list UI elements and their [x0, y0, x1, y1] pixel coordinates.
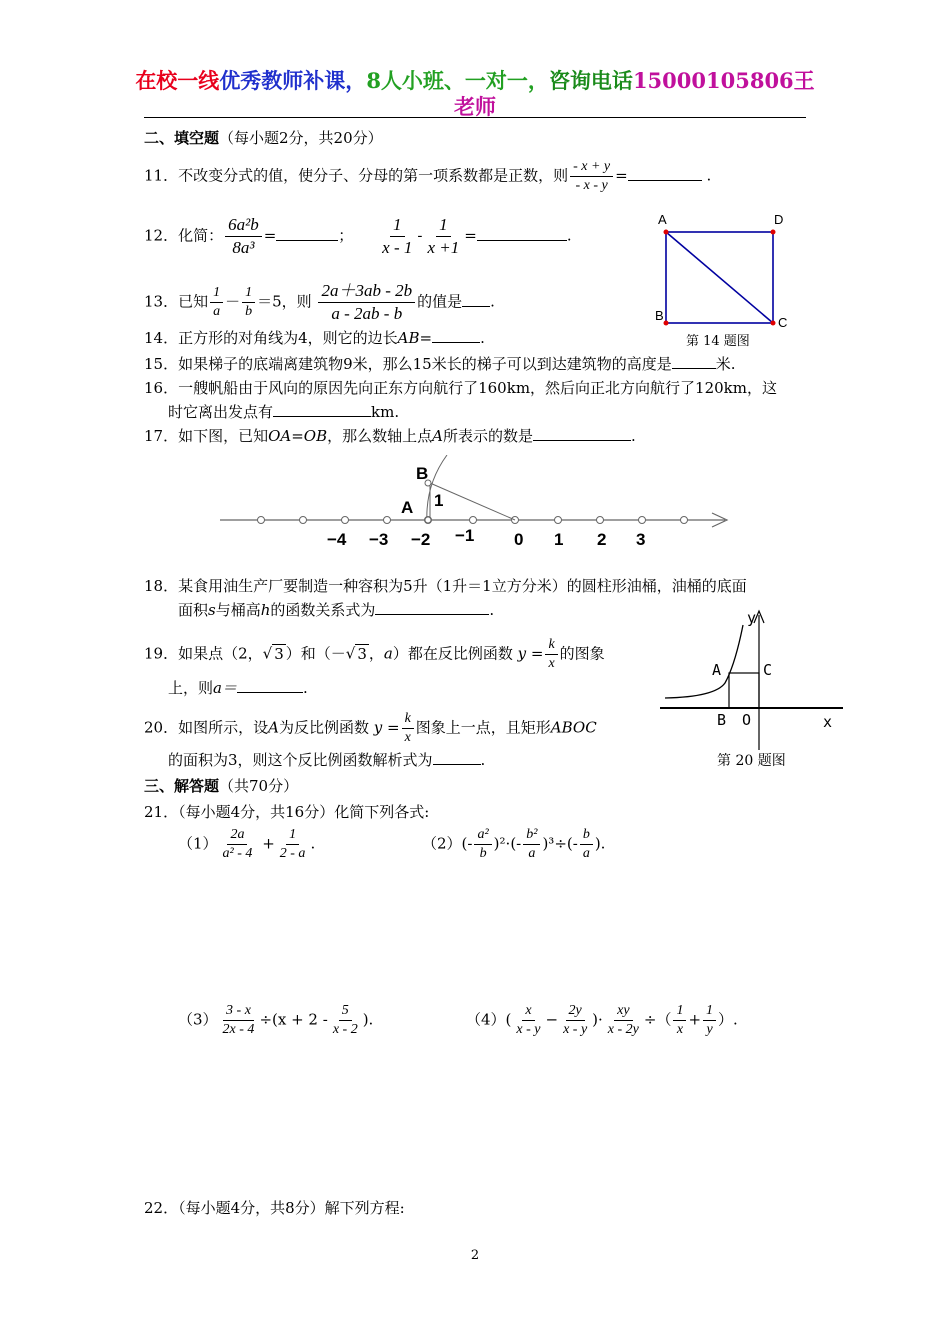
q19-answer-blank[interactable] [237, 678, 303, 693]
q20-k: k [402, 710, 414, 729]
q19-pre: 如果点（2， [178, 644, 263, 663]
nl-tick-m1: −1 [455, 526, 475, 545]
nl-dot-m3 [342, 517, 349, 524]
fig20-label-y: y [747, 609, 757, 627]
q11-tail: . [706, 166, 712, 185]
banner-seg2: 优秀教师补课， [219, 68, 367, 93]
banner-seg1: 在校一线 [135, 68, 220, 93]
fig14-point-d [771, 230, 776, 235]
q13-fb-numerator: 1 [242, 284, 255, 303]
q13-num: 13． [144, 292, 179, 311]
q13-minus: － [225, 292, 241, 311]
section3-title: 三、解答题 [144, 777, 220, 795]
q21-p3-div: ÷(x + 2 - [259, 1010, 328, 1029]
q17-num: 17． [144, 427, 179, 445]
q21-p4-f4-denominator: x [676, 1022, 684, 1037]
q11-eq: = [615, 166, 628, 185]
q17-oa-ob: OA=OB [268, 427, 328, 445]
section2-note: （每小题2分，共20分） [219, 129, 383, 147]
q16-line1: 一艘帆船由于风向的原因先向正东方向航行了160km，然后向正北方向航行了120km，这 [178, 379, 777, 397]
page-number: 2 [470, 1248, 480, 1263]
q19-post: 的图象 [559, 644, 605, 663]
q13-fa-numerator: 1 [210, 284, 223, 303]
q21-p1-label: （1） [178, 834, 218, 853]
q21-p3-f2-denominator: x - 2 [332, 1022, 358, 1037]
q21-p4-close2: ）. [718, 1010, 738, 1029]
q20-fraction [402, 710, 414, 747]
nl-label-b: B [416, 464, 429, 483]
section3-heading [144, 776, 298, 796]
q12-eq2: = [464, 226, 477, 245]
q21-p3-fraction-2 [330, 1002, 361, 1039]
section3-note: （共70分） [219, 777, 299, 795]
nl-dot-m5 [258, 517, 265, 524]
q19-tail: . [302, 679, 308, 697]
fig14-label-c: C [778, 315, 788, 330]
q11-answer-blank[interactable] [628, 166, 702, 181]
nl-tick-m4: −4 [327, 530, 347, 549]
q21-p2-f2-denominator: a [528, 846, 536, 861]
q16-tail: km. [371, 403, 400, 421]
q17-mid: ，那么数轴上点 [327, 427, 433, 445]
q21-p2-fraction-2 [523, 826, 540, 863]
q21-p3-f1-denominator: 2x - 4 [222, 1022, 255, 1037]
q21-p4-label: （4） [466, 1010, 506, 1029]
q14-answer-blank[interactable] [432, 328, 480, 343]
q21-p2-label: （2） [422, 834, 462, 853]
q19-num: 19． [144, 644, 179, 663]
q21-p4-f5-numerator: 1 [703, 1002, 716, 1021]
q16-answer-blank[interactable] [273, 402, 371, 417]
q13-post: 的值是 [417, 292, 463, 311]
fig14-point-b [664, 321, 669, 326]
q20-line2: 的面积为3，则这个反比例函数解析式为 [168, 751, 433, 769]
q13-f-numerator: 2a＋3ab - 2b [318, 280, 415, 303]
fig20-label-b: B [717, 711, 727, 729]
q21-p2-fraction-3 [580, 826, 593, 863]
q12-answer-blank-2[interactable] [477, 226, 567, 241]
section2-heading [144, 128, 383, 148]
fig14-caption: 第 14 题图 [686, 334, 750, 348]
fig20-hyperbola [665, 625, 743, 698]
q21-p3-f2-numerator: 5 [339, 1002, 352, 1021]
q20-y: y = [373, 718, 400, 737]
q13-pre: 已知 [178, 292, 209, 311]
fig14-point-c [771, 321, 776, 326]
question-19 [144, 636, 605, 673]
q21-p2-fraction-1 [474, 826, 491, 863]
q14-ab: AB= [397, 329, 433, 347]
q21-p4-minus: − [545, 1010, 559, 1029]
q19-x: x [548, 656, 555, 671]
q19-mid: ）和（－ [285, 644, 346, 663]
question-20 [144, 710, 597, 747]
q21-p3-fraction-1 [220, 1002, 258, 1039]
q12-num: 12． [144, 226, 179, 245]
nl-tick-1: 1 [554, 530, 564, 549]
q19-sqrt-2-value: 3 [357, 644, 367, 663]
q20-mid: 为反比例函数 [278, 718, 369, 737]
header-rule [144, 117, 806, 118]
q21-p3-close: ). [362, 1010, 374, 1029]
fig14-point-a [664, 230, 669, 235]
q21-p4-f2-numerator: 2y [566, 1002, 585, 1021]
q16-line2: 时它离出发点有 [168, 403, 274, 421]
q12-f2-numerator: 1 [390, 214, 405, 237]
q12-eq1: = [263, 226, 277, 245]
q18-l2c: 的函数关系式为 [270, 601, 376, 619]
q19-k: k [545, 636, 557, 655]
q22-text: （每小题4分，共8分）解下列方程: [178, 1199, 405, 1217]
q15-answer-blank[interactable] [672, 354, 716, 369]
q21-p4-f2-denominator: x - y [563, 1022, 588, 1037]
nl-point-a [425, 517, 431, 523]
nl-dot-m2 [384, 517, 391, 524]
q12-minus: - [417, 226, 423, 245]
q21-part-3 [178, 1002, 373, 1039]
q13-tail: . [490, 292, 495, 311]
q20-x: x [404, 730, 411, 745]
q12-f3-numerator: 1 [436, 214, 451, 237]
q18-l2a: 面积 [178, 601, 209, 619]
q19-fraction [545, 636, 557, 673]
q21-p4-fraction-2 [560, 1002, 590, 1039]
fig14-label-b: B [655, 308, 664, 323]
banner-seg5: 15000105806 [632, 68, 794, 93]
q21-p1-f2-denominator: 2 - a [279, 846, 306, 861]
q14-tail: . [480, 329, 485, 347]
q13-answer-blank[interactable] [462, 292, 490, 307]
nl-tick-m2: −2 [411, 530, 431, 549]
fig20-rectangle [729, 673, 759, 708]
q12-fraction-2 [379, 214, 415, 259]
q20-abo: ABOC [550, 718, 597, 737]
q17-tail: . [631, 427, 636, 445]
q21-p4-close1: )· [592, 1010, 603, 1029]
q18-l2b: 与桶高 [215, 601, 261, 619]
q19-sqrt-1: √ 3 [262, 644, 284, 663]
question-12 [144, 214, 572, 259]
q19-line2b: a＝ [213, 679, 237, 697]
q21-p4-div: ÷（ [643, 1010, 672, 1029]
q21-p3-f1-numerator: 3 - x [223, 1002, 254, 1021]
q21-p4-fraction-1 [513, 1002, 543, 1039]
nl-dot-m4 [300, 517, 307, 524]
nl-tick-0: 0 [514, 530, 524, 549]
q21-p2-mul: ·(- [505, 834, 522, 853]
q21-p4-fraction-3 [605, 1002, 642, 1039]
q17-pre: 如下图，已知 [178, 427, 269, 445]
q15-num: 15． [144, 355, 179, 373]
q21-p2-f2-numerator: b² [523, 826, 540, 845]
q14-num: 14． [144, 329, 179, 347]
question-22 [144, 1198, 405, 1218]
q17-post: 所表示的数是 [443, 427, 534, 445]
fig20-label-o: O [742, 711, 752, 729]
q21-p1-fraction-1 [220, 826, 256, 863]
q21-p4-f3-numerator: xy [614, 1002, 632, 1021]
q18-h: h [260, 601, 271, 619]
q19-y: y = [517, 644, 544, 663]
question-21 [144, 802, 429, 822]
q19-sqrt-2: √ 3 [345, 644, 367, 663]
q21-part-1 [178, 826, 315, 863]
q20-post: 图象上一点，且矩形 [415, 718, 551, 737]
nl-label-a: A [401, 498, 414, 517]
q20-a: A [268, 718, 279, 737]
q21-part-4 [466, 1002, 738, 1039]
q13-fraction-a [210, 284, 223, 321]
q18-num: 18． [144, 577, 179, 595]
fig20-label-c: C [763, 661, 773, 679]
q11-frac-denominator: - x - y [575, 178, 608, 193]
banner-seg6: 王 [793, 68, 815, 93]
q12-tail: . [566, 226, 572, 245]
q11-num: 11． [144, 166, 179, 185]
question-14 [144, 328, 485, 348]
q18-answer-blank[interactable] [375, 600, 489, 615]
q17-point-a: A [432, 427, 443, 445]
q17-answer-blank[interactable] [533, 426, 631, 441]
q21-p4-f5-denominator: y [706, 1022, 713, 1037]
nl-dot-3 [639, 517, 646, 524]
q19-sqrt-1-value: 3 [274, 644, 284, 663]
nl-tick-m3: −3 [369, 530, 389, 549]
fig20-label-a: A [712, 661, 722, 679]
q21-p1-f2-numerator: 1 [286, 826, 299, 845]
q21-p1-f1-denominator: a² - 4 [222, 846, 253, 861]
q13-f-denominator: a - 2ab - b [331, 304, 403, 323]
q21-p2-open: (- [461, 834, 473, 853]
q21-p2-f3-denominator: a [582, 846, 590, 861]
q12-f3-denominator: x +1 [427, 238, 460, 257]
q19-mid2: ， [368, 644, 384, 663]
q12-f2-denominator: x - 1 [382, 238, 413, 257]
q20-tail: . [480, 751, 486, 769]
section2-title: 二、填空题 [144, 129, 220, 147]
nl-dot-4 [681, 517, 688, 524]
question-11 [144, 158, 711, 195]
question-18 [144, 576, 747, 596]
q13-fb-denominator: b [245, 304, 253, 319]
q21-p4-f1-numerator: x [522, 1002, 534, 1021]
question-16 [144, 378, 777, 398]
q20-answer-blank[interactable] [433, 750, 481, 765]
q13-fraction-main [318, 280, 415, 325]
nl-dot-2 [597, 517, 604, 524]
q13-fa-denominator: a [213, 304, 221, 319]
fig20-label-x: x [823, 713, 833, 731]
q21-p1-tail: . [310, 834, 316, 853]
q21-p4-f1-denominator: x - y [516, 1022, 541, 1037]
q12-fraction-3 [424, 214, 462, 259]
nl-dot-m0 [470, 517, 477, 524]
banner-seg4: 咨询电话 [548, 68, 633, 93]
q15-text: 如果梯子的底端离建筑物9米，那么15米长的梯子可以到达建筑物的高度是 [178, 355, 672, 373]
fig14-diagonal [666, 232, 773, 323]
q21-p2-close1: )² [493, 834, 506, 853]
number-line-figure [215, 455, 735, 555]
q16-num: 16． [144, 379, 179, 397]
q11-fraction [570, 158, 613, 195]
q21-num: 21． [144, 803, 179, 821]
question-15 [144, 354, 736, 374]
q13-fraction-b [242, 284, 255, 321]
question-17 [144, 426, 636, 446]
q21-p4-fraction-5 [703, 1002, 716, 1039]
q11-frac-numerator: - x + y [570, 158, 613, 177]
q18-s: s [208, 601, 216, 619]
question-16-line2 [168, 402, 399, 422]
q21-p4-f4-numerator: 1 [673, 1002, 686, 1021]
banner-seg7: 老师 [454, 94, 496, 119]
q12-f1-numerator: 6a²b [225, 214, 262, 237]
q11-text: 不改变分式的值，使分子、分母的第一项系数都是正数，则 [178, 166, 569, 185]
q13-eq: ＝5，则 [257, 292, 312, 311]
q21-p1-f1-numerator: 2a [227, 826, 247, 845]
q21-p4-f3-denominator: x - 2y [607, 1022, 639, 1037]
question-13 [144, 280, 495, 325]
fig14-label-d: D [774, 212, 784, 227]
nl-tick-3: 3 [636, 530, 646, 549]
q12-f1-denominator: 8a³ [232, 238, 255, 257]
q21-p4-fraction-4 [673, 1002, 686, 1039]
nl-tick-2: 2 [597, 530, 607, 549]
q14-text: 正方形的对角线为4，则它的边长 [178, 329, 398, 347]
q12-answer-blank-1[interactable] [276, 226, 338, 241]
q21-part-2 [422, 826, 605, 863]
q20-pre: 如图所示，设 [178, 718, 269, 737]
q19-a: a [383, 644, 393, 663]
q21-p3-label: （3） [178, 1010, 218, 1029]
q21-p2-div: ÷(- [554, 834, 578, 853]
q15-tail: 米. [715, 355, 736, 373]
question-18-line2 [178, 600, 494, 620]
q22-num: 22． [144, 1199, 179, 1217]
q18-line1: 某食用油生产厂要制造一种容积为5升（1升＝1立方分米）的圆柱形油桶，油桶的底面 [178, 577, 747, 595]
figure-20 [655, 605, 850, 773]
q12-fraction-1 [225, 214, 262, 259]
nl-label-one: 1 [434, 491, 444, 510]
fig14-label-a: A [658, 212, 667, 227]
ad-banner [0, 68, 950, 120]
q21-p2-f1-denominator: b [479, 846, 487, 861]
q21-p2-close3: ). [594, 834, 606, 853]
question-20-line2 [168, 750, 485, 770]
q21-p2-close2: )³ [542, 834, 555, 853]
q21-p2-f3-numerator: b [580, 826, 593, 845]
q18-tail: . [489, 601, 495, 619]
q12-text: 化简： [178, 226, 224, 245]
q21-p4-open: ( [505, 1010, 512, 1029]
question-19-line2 [168, 678, 308, 698]
q21-p2-f1-numerator: a² [474, 826, 491, 845]
q21-p1-plus: + [262, 834, 275, 853]
fig20-caption: 第 20 题图 [717, 753, 786, 769]
q21-text: （每小题4分，共16分）化简下列各式: [178, 803, 430, 821]
nl-dot-1 [555, 517, 562, 524]
q19-mid3: ）都在反比例函数 [392, 644, 513, 663]
q19-line2a: 上，则 [168, 679, 214, 697]
banner-seg3: 8人小班、一对一， [366, 68, 549, 93]
q21-p1-fraction-2 [277, 826, 309, 863]
q12-sep: ； [338, 226, 354, 245]
q20-num: 20． [144, 718, 179, 737]
figure-14 [648, 208, 798, 348]
q21-p4-plus: + [688, 1010, 702, 1029]
